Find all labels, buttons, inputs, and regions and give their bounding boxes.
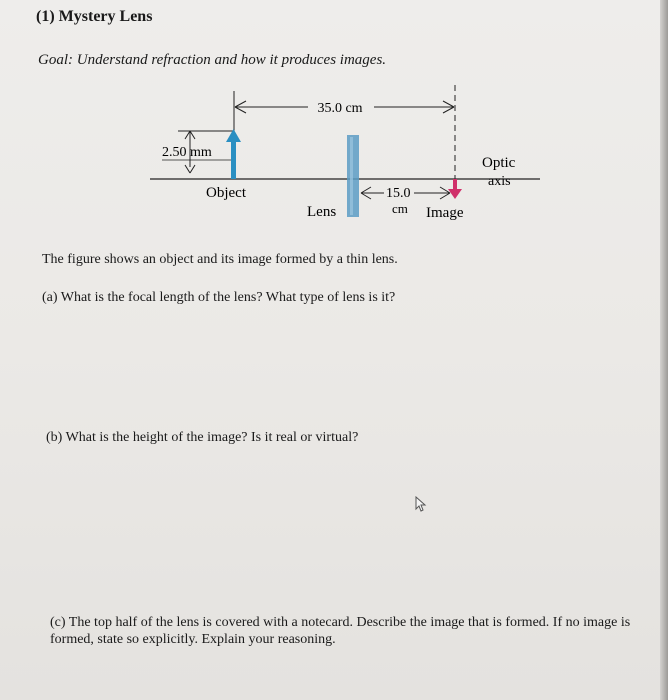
lens-highlight <box>350 137 353 215</box>
goal-statement: Goal: Understand refraction and how it produces images. <box>38 52 387 68</box>
thin-lens-figure <box>150 85 550 235</box>
optic-axis-label-line1: Optic <box>482 155 516 171</box>
distance-15-value: 15.0 <box>386 186 411 201</box>
question-b: (b) What is the height of the image? Is it real or virtual? <box>46 430 359 445</box>
page-edge-shadow <box>660 0 668 700</box>
image-arrow-head <box>448 189 462 199</box>
question-intro: The figure shows an object and its image formed by a thin lens. <box>42 252 398 267</box>
optic-axis-label-line2: axis <box>488 174 511 189</box>
object-height-label: 2.50 mm <box>162 145 212 160</box>
object-arrow <box>231 139 236 179</box>
question-c: (c) The top half of the lens is covered with a notecard. Describe the image that is formed. If no image is formed, state so explicitly. Explain your reasoning. <box>50 615 631 647</box>
distance-35-label: 35.0 cm <box>317 101 363 116</box>
distance-15-unit: cm <box>392 201 408 216</box>
object-label: Object <box>206 185 246 201</box>
page-title: (1) Mystery Lens <box>36 8 153 25</box>
mouse-cursor-icon <box>414 496 428 512</box>
question-a: (a) What is the focal length of the lens? What type of lens is it? <box>42 290 396 305</box>
image-label: Image <box>426 205 464 221</box>
lens-label: Lens <box>307 204 337 220</box>
